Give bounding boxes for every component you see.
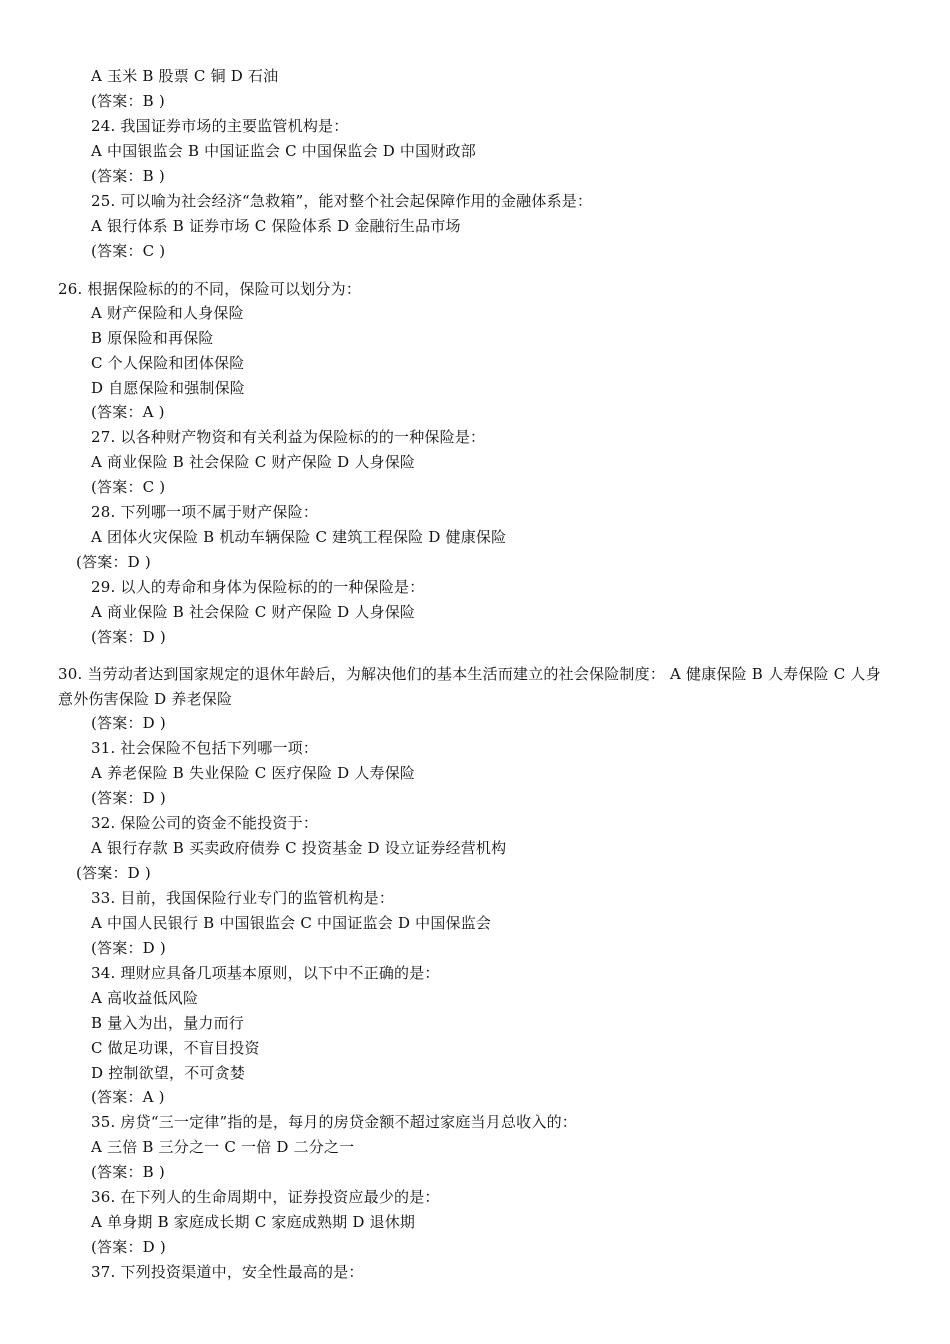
option-line: A 商业保险 B 社会保险 C 财产保险 D 人身保险: [91, 603, 416, 621]
option-line: B 量入为出，量力而行: [91, 1014, 244, 1032]
question-line: 34. 理财应具备几项基本原则，以下中不正确的是：: [91, 964, 440, 982]
question-line: 28. 下列哪一项不属于财产保险：: [91, 503, 319, 521]
answer-line: (答案：B ): [91, 167, 165, 185]
question-line: 33. 目前，我国保险行业专门的监管机构是：: [91, 889, 395, 907]
answer-line: (答案：D ): [76, 553, 151, 571]
option-line: A 玉米 B 股票 C 铜 D 石油: [91, 67, 279, 85]
option-line: A 团体火灾保险 B 机动车辆保险 C 建筑工程保险 D 健康保险: [91, 528, 507, 546]
question-line: 37. 下列投资渠道中，安全性最高的是：: [91, 1263, 364, 1281]
option-line: D 控制欲望，不可贪婪: [91, 1064, 245, 1082]
option-line: A 单身期 B 家庭成长期 C 家庭成熟期 D 退休期: [91, 1213, 416, 1231]
answer-line: (答案：D ): [91, 789, 166, 807]
question-line: 32. 保险公司的资金不能投资于：: [91, 814, 319, 832]
option-line: A 高收益低风险: [91, 989, 199, 1007]
option-line: A 中国人民银行 B 中国银监会 C 中国证监会 D 中国保监会: [91, 914, 492, 932]
answer-line: (答案：C ): [91, 478, 166, 496]
option-line: A 银行体系 B 证券市场 C 保险体系 D 金融衍生品市场: [91, 217, 461, 235]
question-line: 30. 当劳动者达到国家规定的退休年龄后，为解决他们的基本生活而建立的社会保险制度： A 健康保险 B 人寿保险 C 人身意外伤害保险 D 养老保险: [58, 665, 881, 708]
question-line: 27. 以各种财产物资和有关利益为保险标的的一种保险是：: [91, 428, 486, 446]
answer-line: (答案：D ): [91, 714, 166, 732]
option-line: A 商业保险 B 社会保险 C 财产保险 D 人身保险: [91, 453, 416, 471]
answer-line: (答案：B ): [91, 1163, 165, 1181]
answer-line: (答案：D ): [76, 864, 151, 882]
option-line: A 财产保险和人身保险: [91, 304, 244, 322]
answer-line: (答案：C ): [91, 242, 166, 260]
question-line: 29. 以人的寿命和身体为保险标的的一种保险是：: [91, 578, 425, 596]
question-line: 26. 根据保险标的的不同，保险可以划分为：: [58, 280, 362, 298]
option-line: B 原保险和再保险: [91, 329, 214, 347]
answer-line: (答案：D ): [91, 939, 166, 957]
answer-line: (答案：A ): [91, 1088, 165, 1106]
question-line: 24. 我国证券市场的主要监管机构是：: [91, 117, 349, 135]
option-line: A 银行存款 B 买卖政府债券 C 投资基金 D 设立证券经营机构: [91, 839, 507, 857]
answer-line: (答案：B ): [91, 92, 165, 110]
answer-line: (答案：A ): [91, 403, 165, 421]
question-line: 31. 社会保险不包括下列哪一项：: [91, 739, 319, 757]
option-line: C 做足功课，不盲目投资: [91, 1039, 260, 1057]
answer-line: (答案：D ): [91, 1238, 166, 1256]
option-line: A 养老保险 B 失业保险 C 医疗保险 D 人寿保险: [91, 764, 416, 782]
answer-line: (答案：D ): [91, 628, 166, 646]
question-line: 25. 可以喻为社会经济“急救箱”，能对整个社会起保障作用的金融体系是：: [91, 192, 593, 210]
question-line: 36. 在下列人的生命周期中，证券投资应最少的是：: [91, 1188, 440, 1206]
option-line: A 三倍 B 三分之一 C 一倍 D 二分之一: [91, 1138, 355, 1156]
option-line: A 中国银监会 B 中国证监会 C 中国保监会 D 中国财政部: [91, 142, 476, 160]
option-line: D 自愿保险和强制保险: [91, 379, 245, 397]
question-line: 35. 房贷“三一定律”指的是，每月的房贷金额不超过家庭当月总收入的：: [91, 1113, 577, 1131]
option-line: C 个人保险和团体保险: [91, 354, 245, 372]
